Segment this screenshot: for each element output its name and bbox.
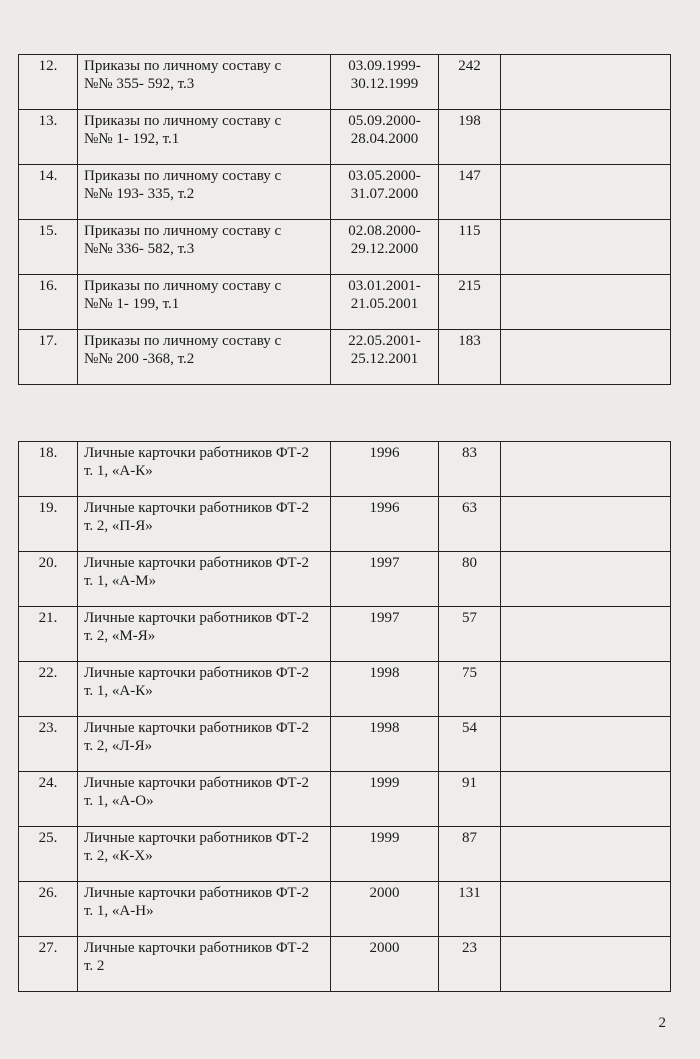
row-note [501, 275, 671, 330]
row-title: Приказы по личному составу с №№ 355- 592, т.3 [78, 55, 331, 110]
row-title: Личные карточки работников ФТ-2 т. 2, «К-Х» [78, 827, 331, 882]
table-row [19, 275, 671, 330]
row-title: Приказы по личному составу с №№ 1- 199, т.1 [78, 275, 331, 330]
row-title: Приказы по личному составу с №№ 193- 335, т.2 [78, 165, 331, 220]
row-note [501, 110, 671, 165]
row-count: 57 [439, 607, 501, 662]
row-count: 242 [439, 55, 501, 110]
table-row [19, 220, 671, 275]
row-note [501, 882, 671, 937]
row-dates: 05.09.2000- 28.04.2000 [331, 110, 439, 165]
table-row [19, 552, 671, 607]
row-year: 1999 [331, 772, 439, 827]
table-row [19, 882, 671, 937]
row-dates: 03.01.2001- 21.05.2001 [331, 275, 439, 330]
row-year: 1997 [331, 552, 439, 607]
row-count: 198 [439, 110, 501, 165]
row-note [501, 662, 671, 717]
table-row [19, 827, 671, 882]
row-count: 215 [439, 275, 501, 330]
row-count: 147 [439, 165, 501, 220]
table-row [19, 330, 671, 385]
row-number: 27. [19, 937, 78, 992]
row-dates: 03.09.1999- 30.12.1999 [331, 55, 439, 110]
row-count: 80 [439, 552, 501, 607]
row-note [501, 937, 671, 992]
row-title: Личные карточки работников ФТ-2 т. 1, «А-К» [78, 662, 331, 717]
row-count: 87 [439, 827, 501, 882]
row-year: 2000 [331, 882, 439, 937]
row-count: 63 [439, 497, 501, 552]
row-dates: 22.05.2001- 25.12.2001 [331, 330, 439, 385]
row-number: 13. [19, 110, 78, 165]
row-count: 23 [439, 937, 501, 992]
row-title: Личные карточки работников ФТ-2 т. 1, «А-О» [78, 772, 331, 827]
row-number: 12. [19, 55, 78, 110]
row-note [501, 330, 671, 385]
row-title: Личные карточки работников ФТ-2 т. 1, «А-Н» [78, 882, 331, 937]
row-title: Личные карточки работников ФТ-2 т. 1, «А-К» [78, 442, 331, 497]
row-number: 16. [19, 275, 78, 330]
row-count: 75 [439, 662, 501, 717]
row-title: Личные карточки работников ФТ-2 т. 2, «Л-Я» [78, 717, 331, 772]
row-number: 23. [19, 717, 78, 772]
row-year: 1996 [331, 497, 439, 552]
page-number: 2 [658, 1015, 666, 1031]
row-count: 83 [439, 442, 501, 497]
row-number: 19. [19, 497, 78, 552]
row-note [501, 552, 671, 607]
row-year: 1998 [331, 662, 439, 717]
row-title: Приказы по личному составу с №№ 1- 192, т.1 [78, 110, 331, 165]
table-row [19, 662, 671, 717]
row-title: Приказы по личному составу с №№ 336- 582, т.3 [78, 220, 331, 275]
row-year: 1997 [331, 607, 439, 662]
row-title: Личные карточки работников ФТ-2 т. 2, «М-Я» [78, 607, 331, 662]
table-row [19, 937, 671, 992]
row-count: 183 [439, 330, 501, 385]
row-count: 131 [439, 882, 501, 937]
table-row [19, 607, 671, 662]
table-row [19, 772, 671, 827]
row-title: Приказы по личному составу с №№ 200 -368, т.2 [78, 330, 331, 385]
row-title: Личные карточки работников ФТ-2 т. 2, «П-Я» [78, 497, 331, 552]
row-year: 1998 [331, 717, 439, 772]
row-number: 18. [19, 442, 78, 497]
row-year: 1999 [331, 827, 439, 882]
orders-table [18, 54, 671, 385]
row-note [501, 165, 671, 220]
row-count: 91 [439, 772, 501, 827]
row-title: Личные карточки работников ФТ-2 т. 2 [78, 937, 331, 992]
row-note [501, 827, 671, 882]
personnel-cards-table [18, 441, 671, 992]
row-note [501, 772, 671, 827]
row-note [501, 442, 671, 497]
row-dates: 03.05.2000- 31.07.2000 [331, 165, 439, 220]
row-number: 22. [19, 662, 78, 717]
row-year: 2000 [331, 937, 439, 992]
row-number: 24. [19, 772, 78, 827]
row-number: 15. [19, 220, 78, 275]
row-number: 20. [19, 552, 78, 607]
row-dates: 02.08.2000- 29.12.2000 [331, 220, 439, 275]
row-note [501, 220, 671, 275]
row-note [501, 55, 671, 110]
row-note [501, 607, 671, 662]
row-note [501, 717, 671, 772]
row-number: 14. [19, 165, 78, 220]
table-row [19, 497, 671, 552]
table-row [19, 110, 671, 165]
row-title: Личные карточки работников ФТ-2 т. 1, «А-М» [78, 552, 331, 607]
row-year: 1996 [331, 442, 439, 497]
table-row [19, 442, 671, 497]
table-row [19, 55, 671, 110]
row-number: 25. [19, 827, 78, 882]
row-number: 21. [19, 607, 78, 662]
row-number: 17. [19, 330, 78, 385]
row-note [501, 497, 671, 552]
row-count: 54 [439, 717, 501, 772]
row-number: 26. [19, 882, 78, 937]
row-count: 115 [439, 220, 501, 275]
table-row [19, 165, 671, 220]
table-row [19, 717, 671, 772]
